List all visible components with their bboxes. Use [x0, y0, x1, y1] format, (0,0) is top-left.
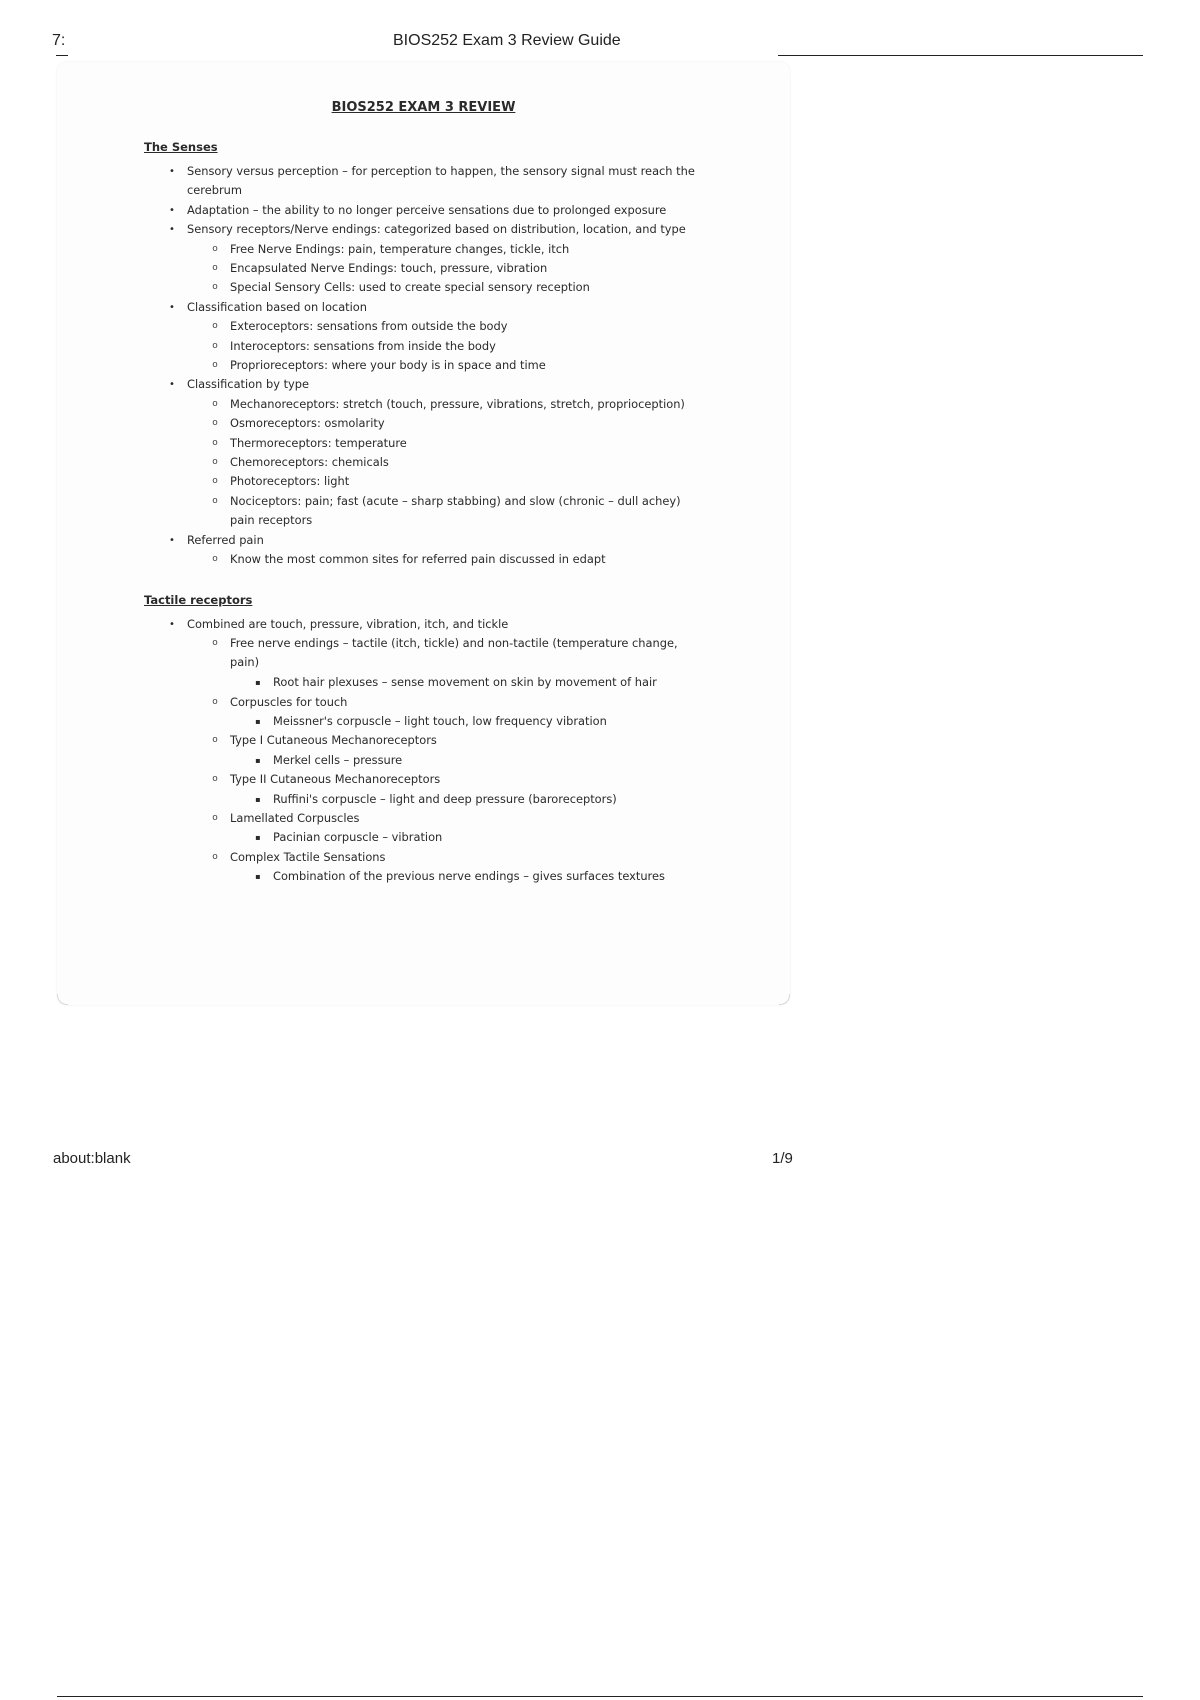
list-item — [169, 531, 264, 550]
list-item-text: Referred pain — [187, 532, 264, 547]
section-heading: Tactile receptors — [144, 593, 253, 607]
list-item-text: Interoceptors: sensations from inside the body — [230, 338, 496, 353]
list-item-text: Mechanoreceptors: stretch (touch, pressure, vibrations, stretch, proprioception) — [230, 396, 685, 411]
list-item-text: Root hair plexuses – sense movement on skin by movement of hair — [273, 675, 657, 690]
bullet-marker: o — [212, 735, 218, 746]
bullet-marker: o — [212, 282, 218, 293]
print-title: BIOS252 Exam 3 Review Guide — [393, 32, 621, 49]
list-item — [212, 472, 350, 491]
bullet-marker: o — [212, 476, 218, 487]
list-item — [169, 615, 509, 634]
list-item — [169, 220, 686, 239]
list-item — [212, 848, 386, 867]
list-item — [212, 693, 348, 712]
document-title: BIOS252 EXAM 3 REVIEW — [331, 100, 516, 115]
bullet-marker: o — [212, 813, 218, 823]
list-item — [255, 673, 657, 692]
print-header — [0, 30, 1200, 60]
list-item — [255, 712, 607, 731]
bullet-marker: o — [212, 774, 218, 785]
bullet-marker: o — [212, 418, 218, 429]
list-item-text: Adaptation – the ability to no longer perceive sensations due to prolonged exposure — [187, 202, 667, 217]
list-item-text: Merkel cells – pressure — [273, 752, 403, 767]
list-item-text: Encapsulated Nerve Endings: touch, pressure, vibration — [230, 261, 548, 275]
list-item-text: Complex Tactile Sensations — [230, 849, 386, 864]
bullet-marker: • — [169, 534, 175, 546]
bullet-marker: • — [169, 204, 175, 216]
document-page — [57, 62, 790, 1005]
bullet-marker: o — [212, 696, 218, 707]
list-item — [212, 278, 590, 297]
bullet-marker: ▪ — [255, 755, 261, 765]
list-item-text: Lamellated Corpuscles — [230, 811, 360, 825]
list-item-text: Ruffini's corpuscle – light and deep pressure (baroreceptors) — [273, 791, 617, 806]
list-item — [212, 770, 441, 789]
bullet-marker: • — [169, 619, 175, 630]
list-item-text: Type II Cutaneous Mechanoreceptors — [230, 772, 441, 787]
bullet-marker: ▪ — [255, 717, 261, 726]
list-item — [255, 751, 403, 770]
bullet-marker: • — [169, 166, 175, 177]
list-item — [212, 634, 678, 672]
list-item-text: cerebrum — [187, 183, 242, 197]
bullet-marker: o — [212, 495, 218, 506]
list-item — [212, 337, 496, 356]
list-item — [212, 259, 548, 278]
list-item — [212, 356, 546, 375]
list-item-text: Exteroceptors: sensations from outside the body — [230, 319, 508, 334]
list-item-text: Pacinian corpuscle – vibration — [273, 830, 443, 845]
header-rule — [778, 55, 1143, 56]
header-tick — [56, 55, 68, 56]
bullet-marker: ▪ — [255, 833, 261, 843]
list-item — [169, 162, 695, 200]
print-footer-page: 1/9 — [772, 1150, 793, 1167]
bullet-marker: • — [169, 301, 175, 313]
bullet-marker: o — [212, 638, 218, 649]
list-item-text: Classification based on location — [187, 299, 367, 314]
list-item-text: Photoreceptors: light — [230, 474, 350, 489]
bullet-marker: o — [212, 360, 218, 370]
list-item — [212, 453, 389, 472]
list-item-text: Proprioreceptors: where your body is in space and time — [230, 358, 546, 372]
list-item-text: Meissner's corpuscle – light touch, low frequency vibration — [273, 714, 607, 728]
bullet-marker: ▪ — [255, 794, 261, 804]
list-item — [169, 201, 667, 220]
print-time: 7: — [52, 32, 66, 49]
bullet-marker: o — [212, 457, 218, 467]
bullet-marker: o — [212, 437, 218, 448]
bullet-marker: ▪ — [255, 872, 261, 882]
list-item-text: Osmoreceptors: osmolarity — [230, 416, 385, 431]
bullet-marker: o — [212, 851, 218, 862]
bottom-rule — [57, 1696, 1143, 1697]
list-item — [212, 434, 407, 453]
list-item-text: Combined are touch, pressure, vibration, itch, and tickle — [187, 617, 509, 631]
bullet-marker: • — [169, 224, 175, 236]
list-item-text: Type I Cutaneous Mechanoreceptors — [230, 733, 437, 748]
list-item-text: Combination of the previous nerve endings – gives surfaces textures — [273, 869, 665, 884]
list-item-text: Free nerve endings – tactile (itch, tickle) and non-tactile (temperature change, — [230, 636, 678, 651]
list-item — [255, 790, 617, 809]
list-item — [212, 414, 385, 433]
bullet-marker: ▪ — [255, 678, 261, 688]
bullet-marker: o — [212, 243, 218, 254]
list-item-text: Sensory receptors/Nerve endings: categorized based on distribution, location, and type — [187, 222, 686, 237]
list-item — [169, 375, 310, 394]
list-item-text: Corpuscles for touch — [230, 694, 348, 709]
bullet-marker: • — [169, 379, 175, 391]
bullet-marker: o — [212, 263, 218, 273]
list-item-text: Chemoreceptors: chemicals — [230, 455, 389, 469]
list-item — [255, 867, 665, 886]
list-item-text: Nociceptors: pain; fast (acute – sharp stabbing) and slow (chronic – dull achey) — [230, 493, 681, 508]
section-heading: The Senses — [144, 140, 218, 154]
bullet-marker: o — [212, 340, 218, 351]
list-item — [212, 492, 681, 530]
list-item — [169, 298, 367, 317]
list-item — [212, 550, 606, 569]
list-item-text: Thermoreceptors: temperature — [230, 435, 407, 450]
document-body — [57, 62, 790, 1005]
list-item-text: Classification by type — [187, 377, 310, 392]
list-item-text: Free Nerve Endings: pain, temperature changes, tickle, itch — [230, 241, 570, 256]
print-footer-url: about:blank — [53, 1150, 131, 1167]
list-item — [212, 809, 360, 828]
list-item-text: pain receptors — [230, 512, 313, 527]
list-item-text: Special Sensory Cells: used to create special sensory reception — [230, 280, 590, 295]
list-item — [212, 240, 570, 259]
bullet-marker: o — [212, 554, 218, 564]
list-item — [255, 828, 443, 847]
list-item-text: pain) — [230, 655, 260, 670]
bullet-marker: o — [212, 321, 218, 332]
list-item — [212, 395, 685, 414]
list-item — [212, 317, 508, 336]
list-item-text: Sensory versus perception – for perception to happen, the sensory signal must reach the — [187, 164, 695, 178]
bullet-marker: o — [212, 398, 218, 409]
list-item-text: Know the most common sites for referred pain discussed in edapt — [230, 552, 606, 566]
list-item — [212, 731, 437, 750]
